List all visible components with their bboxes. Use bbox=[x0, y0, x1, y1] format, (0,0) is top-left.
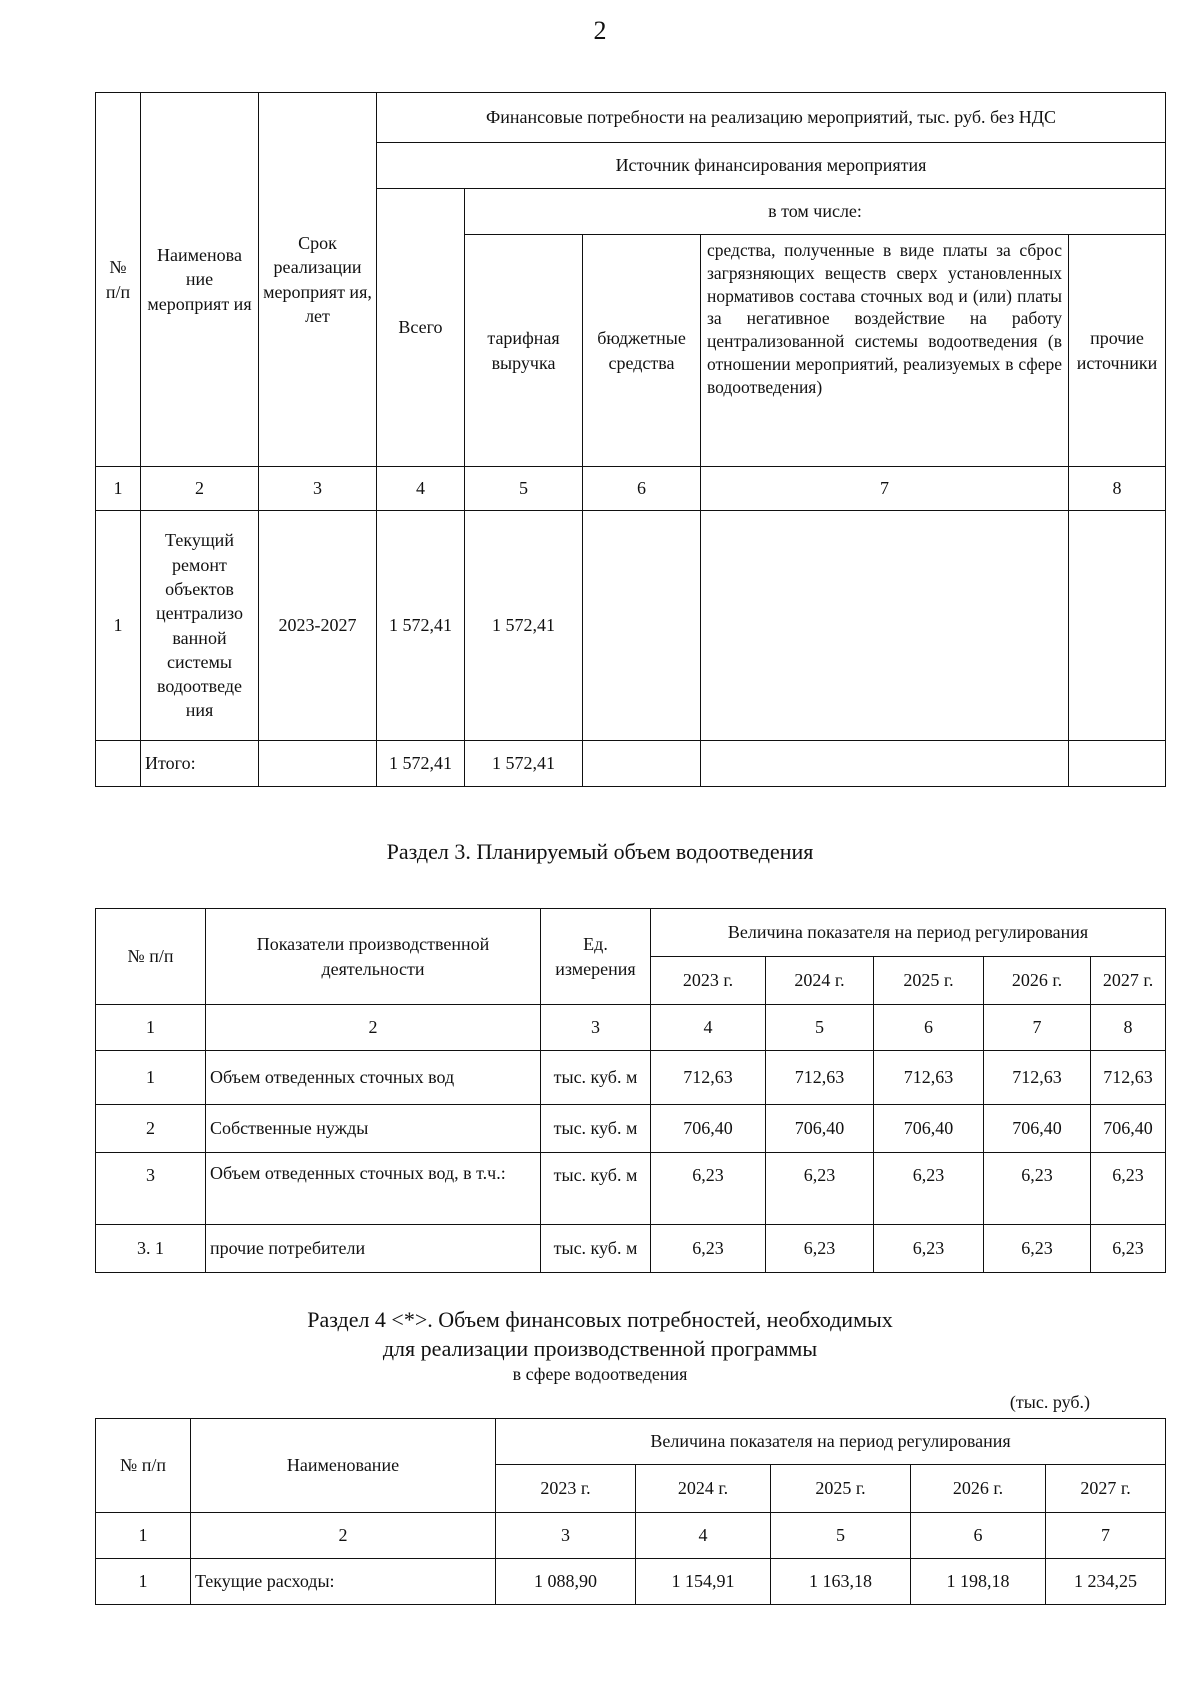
financial-requirements-table bbox=[95, 1418, 1166, 1605]
header-no: № п/п bbox=[96, 909, 206, 1005]
row-other bbox=[1069, 511, 1166, 741]
header-year: 2027 г. bbox=[1046, 1465, 1166, 1513]
header-period-value: Величина показателя на период регулирования bbox=[651, 909, 1166, 957]
col-number: 7 bbox=[1046, 1513, 1166, 1559]
col-number: 2 bbox=[191, 1513, 496, 1559]
header-funding-source: Источник финансирования мероприятия bbox=[377, 143, 1166, 189]
row-no: 1 bbox=[96, 1051, 206, 1105]
row-value: 6,23 bbox=[874, 1225, 984, 1273]
row-value: 706,40 bbox=[766, 1105, 874, 1153]
col-number: 6 bbox=[583, 467, 701, 511]
header-tariff-revenue: тарифная выручка bbox=[465, 235, 583, 467]
col-number: 3 bbox=[259, 467, 377, 511]
header-year: 2026 г. bbox=[984, 957, 1091, 1005]
header-year: 2025 г. bbox=[771, 1465, 911, 1513]
header-year: 2024 г. bbox=[636, 1465, 771, 1513]
header-name: Наименование bbox=[191, 1419, 496, 1513]
financial-needs-table bbox=[95, 92, 1166, 787]
row-unit: тыс. куб. м bbox=[541, 1051, 651, 1105]
col-number: 5 bbox=[771, 1513, 911, 1559]
total-fees bbox=[701, 741, 1069, 787]
total-label: Итого: bbox=[141, 741, 259, 787]
table-row bbox=[96, 1105, 1166, 1153]
total-budget bbox=[583, 741, 701, 787]
row-no: 3. 1 bbox=[96, 1225, 206, 1273]
col-number: 4 bbox=[636, 1513, 771, 1559]
header-including: в том числе: bbox=[465, 189, 1166, 235]
row-budget bbox=[583, 511, 701, 741]
row-value: 712,63 bbox=[1091, 1051, 1166, 1105]
header-year: 2024 г. bbox=[766, 957, 874, 1005]
header-year: 2026 г. bbox=[911, 1465, 1046, 1513]
row-value: 706,40 bbox=[1091, 1105, 1166, 1153]
header-pollution-fees: средства, полученные в виде платы за сброс загрязняющих веществ сверх установленных нормативов состава сточных вод и (или) платы за негативное воздействие на работу централизованной системы водоотведения (в отношении мероприятий, реализуемых в сфере водоотведения) bbox=[701, 235, 1069, 467]
row-value: 712,63 bbox=[651, 1051, 766, 1105]
units-note: (тыс. руб.) bbox=[1009, 1392, 1090, 1412]
page-number: 2 bbox=[593, 16, 607, 45]
row-value: 6,23 bbox=[984, 1225, 1091, 1273]
row-indicator: Объем отведенных сточных вод, в т.ч.: bbox=[206, 1153, 541, 1225]
row-value: 1 088,90 bbox=[496, 1559, 636, 1605]
row-value: 1 163,18 bbox=[771, 1559, 911, 1605]
row-unit: тыс. куб. м bbox=[541, 1105, 651, 1153]
col-number: 2 bbox=[206, 1005, 541, 1051]
row-value: 712,63 bbox=[874, 1051, 984, 1105]
header-unit: Ед. измерения bbox=[541, 909, 651, 1005]
section4-title-line1: Раздел 4 <*>. Объем финансовых потребностей, необходимых bbox=[307, 1307, 893, 1332]
header-budget-funds: бюджетные средства bbox=[583, 235, 701, 467]
row-no: 3 bbox=[96, 1153, 206, 1225]
row-value: 712,63 bbox=[766, 1051, 874, 1105]
row-value: 706,40 bbox=[984, 1105, 1091, 1153]
row-value: 6,23 bbox=[874, 1153, 984, 1225]
row-no: 2 bbox=[96, 1105, 206, 1153]
total-other bbox=[1069, 741, 1166, 787]
row-no: 1 bbox=[96, 511, 141, 741]
row-value: 6,23 bbox=[651, 1225, 766, 1273]
header-year: 2027 г. bbox=[1091, 957, 1166, 1005]
row-fees bbox=[701, 511, 1069, 741]
row-value: 6,23 bbox=[766, 1225, 874, 1273]
header-financial-needs: Финансовые потребности на реализацию мероприятий, тыс. руб. без НДС bbox=[377, 93, 1166, 143]
row-measure-name: Текущий ремонт объектов централизо ванной системы водоотведе ния bbox=[141, 511, 259, 741]
header-term: Срок реализации мероприят ия, лет bbox=[259, 93, 377, 467]
row-value: 6,23 bbox=[1091, 1225, 1166, 1273]
header-measure-name: Наименова ние мероприят ия bbox=[141, 93, 259, 467]
col-number: 7 bbox=[701, 467, 1069, 511]
col-number: 5 bbox=[766, 1005, 874, 1051]
table-row bbox=[96, 511, 1166, 741]
row-value: 706,40 bbox=[874, 1105, 984, 1153]
section4-title-line3: в сфере водоотведения bbox=[512, 1364, 688, 1385]
total-sum: 1 572,41 bbox=[377, 741, 465, 787]
section4-title-line2: для реализации производственной программы bbox=[382, 1335, 818, 1361]
header-indicator: Показатели производственной деятельности bbox=[206, 909, 541, 1005]
header-year: 2023 г. bbox=[651, 957, 766, 1005]
row-value: 1 154,91 bbox=[636, 1559, 771, 1605]
header-year: 2025 г. bbox=[874, 957, 984, 1005]
section3-title: Раздел 3. Планируемый объем водоотведения bbox=[386, 839, 814, 864]
header-no: № п/п bbox=[96, 93, 141, 467]
col-number: 8 bbox=[1069, 467, 1166, 511]
row-value: 6,23 bbox=[766, 1153, 874, 1225]
col-number: 6 bbox=[874, 1005, 984, 1051]
row-term: 2023-2027 bbox=[259, 511, 377, 741]
col-number: 1 bbox=[96, 467, 141, 511]
col-number: 6 bbox=[911, 1513, 1046, 1559]
row-tariff: 1 572,41 bbox=[465, 511, 583, 741]
row-value: 6,23 bbox=[1091, 1153, 1166, 1225]
col-number: 3 bbox=[496, 1513, 636, 1559]
total-tariff: 1 572,41 bbox=[465, 741, 583, 787]
col-number: 3 bbox=[541, 1005, 651, 1051]
row-value: 712,63 bbox=[984, 1051, 1091, 1105]
row-unit: тыс. куб. м bbox=[541, 1153, 651, 1225]
col-number: 4 bbox=[651, 1005, 766, 1051]
col-number: 8 bbox=[1091, 1005, 1166, 1051]
row-name: Текущие расходы: bbox=[191, 1559, 496, 1605]
header-total: Всего bbox=[377, 189, 465, 467]
table-row bbox=[96, 1153, 1166, 1225]
row-value: 1 234,25 bbox=[1046, 1559, 1166, 1605]
section4-title bbox=[0, 1306, 1200, 1387]
header-other-sources: прочие источники bbox=[1069, 235, 1166, 467]
row-value: 6,23 bbox=[651, 1153, 766, 1225]
row-unit: тыс. куб. м bbox=[541, 1225, 651, 1273]
row-value: 6,23 bbox=[984, 1153, 1091, 1225]
col-number: 1 bbox=[96, 1005, 206, 1051]
row-value: 1 198,18 bbox=[911, 1559, 1046, 1605]
col-number: 2 bbox=[141, 467, 259, 511]
wastewater-volume-table bbox=[95, 908, 1166, 1273]
table-row bbox=[96, 1225, 1166, 1273]
header-no: № п/п bbox=[96, 1419, 191, 1513]
row-indicator: Объем отведенных сточных вод bbox=[206, 1051, 541, 1105]
table-row bbox=[96, 1559, 1166, 1605]
row-indicator: Собственные нужды bbox=[206, 1105, 541, 1153]
row-total: 1 572,41 bbox=[377, 511, 465, 741]
row-value: 706,40 bbox=[651, 1105, 766, 1153]
col-number: 5 bbox=[465, 467, 583, 511]
total-no bbox=[96, 741, 141, 787]
total-row bbox=[96, 741, 1166, 787]
col-number: 7 bbox=[984, 1005, 1091, 1051]
row-indicator: прочие потребители bbox=[206, 1225, 541, 1273]
row-no: 1 bbox=[96, 1559, 191, 1605]
col-number: 4 bbox=[377, 467, 465, 511]
col-number: 1 bbox=[96, 1513, 191, 1559]
header-year: 2023 г. bbox=[496, 1465, 636, 1513]
header-period-value: Величина показателя на период регулирования bbox=[496, 1419, 1166, 1465]
total-term bbox=[259, 741, 377, 787]
table-row bbox=[96, 1051, 1166, 1105]
